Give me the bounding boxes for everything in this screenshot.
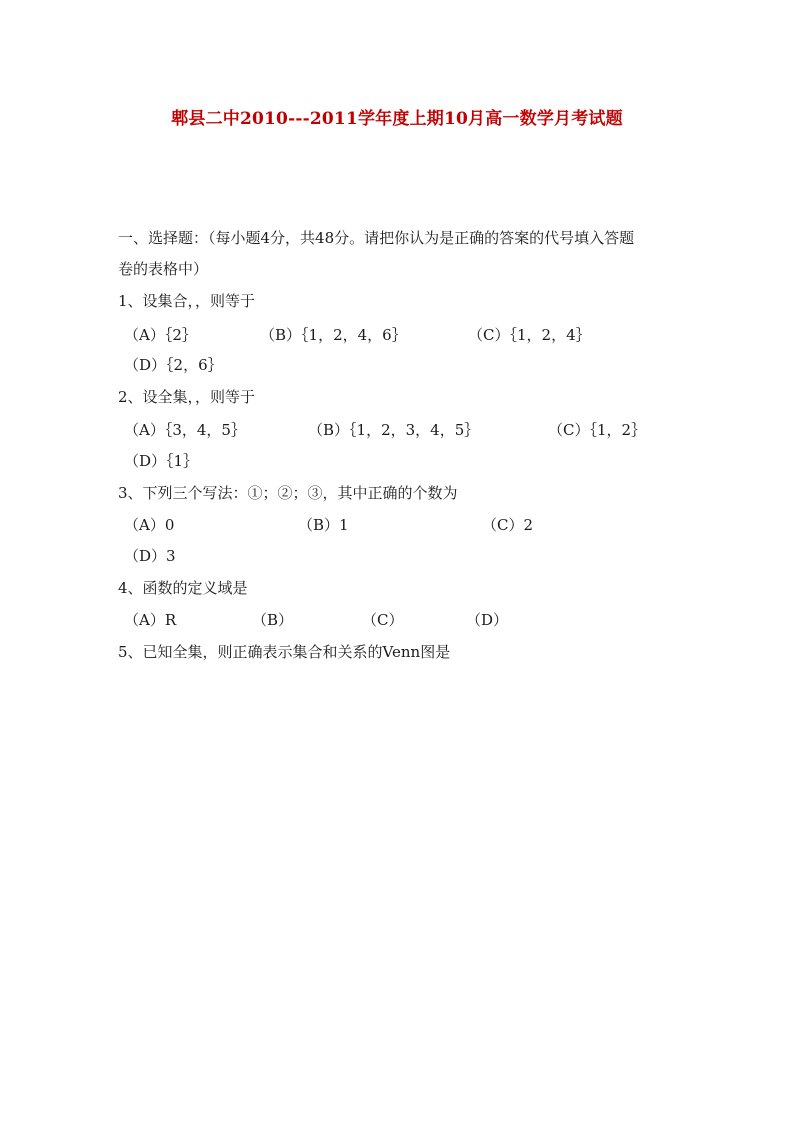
question-3-option-d: （D）3	[124, 547, 176, 565]
question-1-option-c: （C）｛1，2，4｝	[468, 326, 591, 344]
question-3-option-a: （A）0	[124, 516, 175, 534]
question-4-option-b: （B）	[252, 611, 294, 629]
question-2-option-a: （A）｛3，4，5｝	[124, 421, 246, 439]
question-2-stem: 2、设全集，，则等于	[118, 388, 256, 406]
question-3-option-c: （C）2	[482, 516, 534, 534]
question-1-option-b: （B）｛1，2，4，6｝	[260, 326, 407, 344]
question-1-option-d: （D）｛2，6｝	[124, 356, 223, 374]
question-2-option-b: （B）｛1，2，3，4，5｝	[308, 421, 480, 439]
question-2-option-d: （D）｛1｝	[124, 452, 199, 470]
question-2-option-c: （C）｛1，2｝	[548, 421, 647, 439]
question-1-option-a: （A）｛2｝	[124, 326, 197, 344]
question-5-stem: 5、已知全集，则正确表示集合和关系的Venn图是	[118, 643, 451, 661]
question-3-option-b: （B）1	[298, 516, 349, 534]
question-3-stem: 3、下列三个写法：①；②；③，其中正确的个数为	[118, 484, 458, 502]
section-heading-line-1: 一、选择题：（每小题4分，共48分。请把你认为是正确的答案的代号填入答题	[118, 229, 635, 247]
question-4-option-c: （C）	[362, 611, 404, 629]
question-4-option-d: （D）	[466, 611, 509, 629]
section-heading-line-2: 卷的表格中）	[118, 260, 209, 278]
question-4-option-a: （A）R	[124, 611, 177, 629]
question-1-stem: 1、设集合，，则等于	[118, 292, 256, 310]
page-title: 郫县二中2010---2011学年度上期10月高一数学月考试题	[171, 109, 623, 129]
question-4-stem: 4、函数的定义域是	[118, 579, 248, 597]
